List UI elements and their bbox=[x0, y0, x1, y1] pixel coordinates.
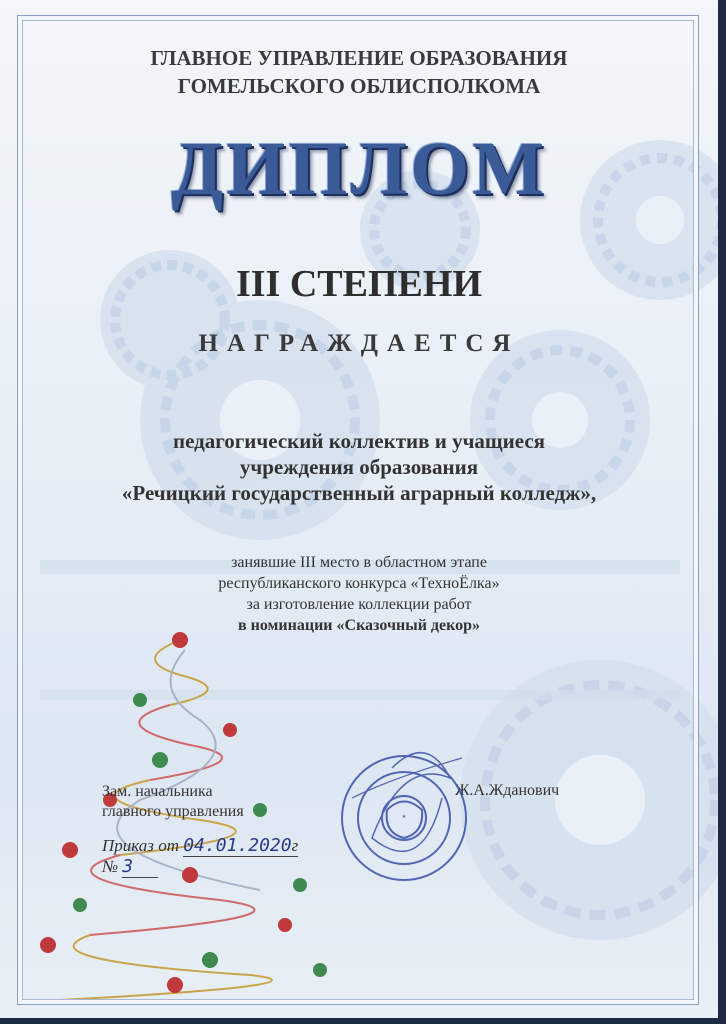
order-date-handwritten: 04.01.2020 bbox=[183, 835, 292, 856]
signatory-name: Ж.А.Жданович bbox=[455, 782, 560, 799]
order-number: 3 bbox=[122, 857, 158, 878]
award-reason-block bbox=[0, 552, 718, 636]
diploma-degree: III СТЕПЕНИ bbox=[235, 263, 483, 305]
scan-edge-right bbox=[718, 0, 726, 1024]
svg-text:★: ★ bbox=[401, 814, 407, 820]
awarded-heading: НАГРАЖДАЕТСЯ bbox=[198, 330, 520, 357]
position-line-2: главного управления bbox=[102, 803, 244, 820]
order-prefix: Приказ от bbox=[102, 836, 179, 855]
official-stamp bbox=[332, 738, 482, 893]
recipient-line-2: учреждения образования bbox=[239, 455, 479, 479]
issuing-organization bbox=[0, 44, 718, 100]
order-reference bbox=[102, 836, 298, 878]
order-date bbox=[183, 836, 298, 857]
recipient-line-1: педагогический коллектив и учащиеся bbox=[172, 429, 546, 453]
recipient-line-3: «Речицкий государственный аграрный колледж», bbox=[121, 481, 597, 505]
order-number-line bbox=[102, 857, 298, 878]
recipient-block bbox=[0, 428, 718, 506]
order-year-suffix: г bbox=[291, 836, 299, 855]
order-number-prefix: № bbox=[102, 857, 119, 876]
signatory-position bbox=[102, 782, 244, 822]
reason-line-3: за изготовление коллекции работ bbox=[246, 596, 472, 613]
diploma-title: ДИПЛОМ bbox=[171, 127, 547, 211]
reason-line-1: занявшие III место в областном этапе bbox=[231, 554, 487, 571]
order-date-line bbox=[102, 836, 298, 857]
reason-line-4: в номинации «Сказочный декор» bbox=[237, 617, 481, 634]
org-line-1: ГЛАВНОЕ УПРАВЛЕНИЕ ОБРАЗОВАНИЯ bbox=[150, 46, 568, 70]
stamp-seal-icon bbox=[332, 738, 482, 888]
reason-line-2: республиканского конкурса «ТехноЁлка» bbox=[218, 575, 500, 592]
org-line-2: ГОМЕЛЬСКОГО ОБЛИСПОЛКОМА bbox=[177, 74, 541, 98]
position-line-1: Зам. начальника bbox=[102, 783, 213, 800]
scan-edge-bottom bbox=[0, 1018, 726, 1024]
